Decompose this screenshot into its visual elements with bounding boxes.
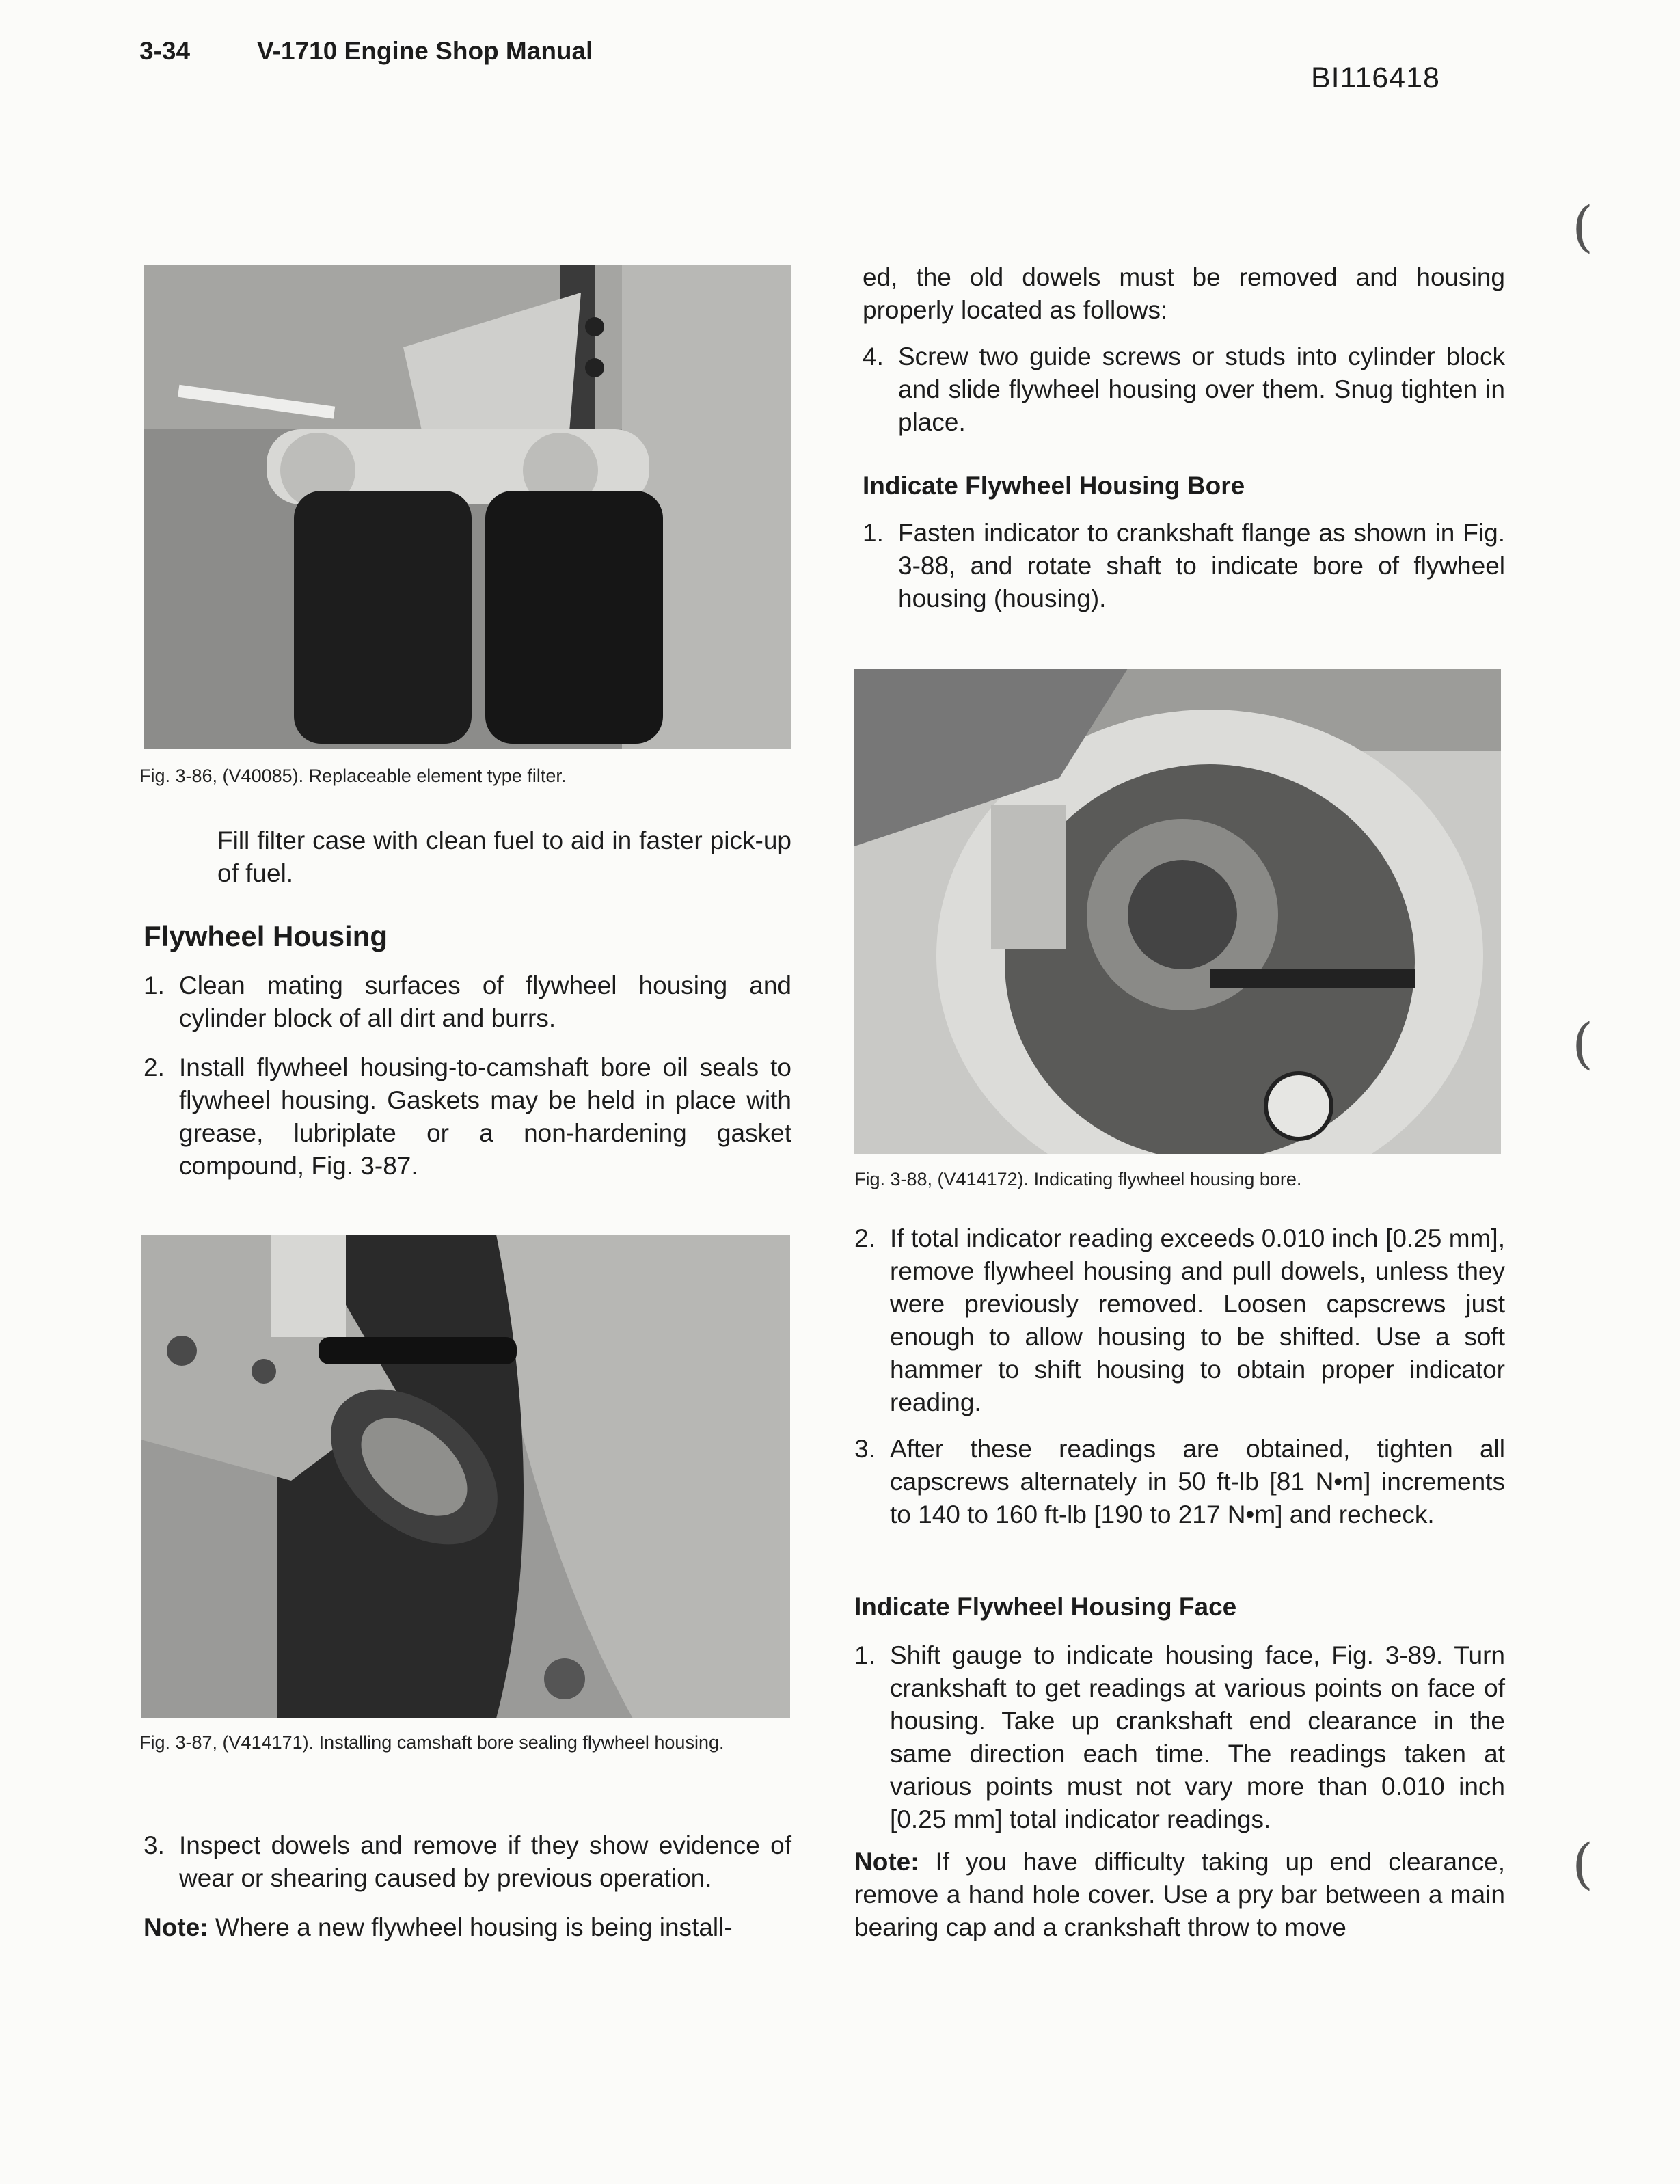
- housing-face-step-1: [854, 1639, 1505, 1836]
- list-item: 2. Install flywheel housing-to-camshaft bore oil seals to flywheel housing. Gaskets may be held in place with grease, lubriplate or a non-hardening gasket compound, Fig. 3-87.: [144, 1053, 791, 1180]
- page-number: 3-34: [139, 37, 191, 65]
- document-id: BI116418: [1311, 62, 1440, 94]
- housing-bore-step-1: [863, 517, 1505, 615]
- fig-3-87-caption: Fig. 3-87, (V414171). Installing camshaft bore sealing flywheel housing.: [139, 1732, 724, 1753]
- section-heading-flywheel-housing: Flywheel Housing: [144, 920, 388, 952]
- list-item: 1. Shift gauge to indicate housing face, Fig. 3-89. Turn crankshaft to get readings at various points on face of housing. Take up crankshaft end clearance in the same direction each time. The readings taken at various points must not vary more than 0.010 inch [0.25 mm] total indicator readings.: [854, 1641, 1505, 1833]
- fig-3-86-caption: Fig. 3-86, (V40085). Replaceable element type filter.: [139, 766, 567, 786]
- fig-3-86-photo: [144, 265, 791, 749]
- list-item: 1. Clean mating surfaces of flywheel housing and cylinder block of all dirt and burrs.: [144, 971, 791, 1032]
- margin-mark: (: [1572, 1012, 1594, 1075]
- fig-3-88-photo: [854, 669, 1501, 1154]
- note-end-clearance: Note: If you have difficulty taking up end clearance, remove a hand hole cover. Use a pry bar between a main bearing cap and a crankshaft throw to move: [854, 1848, 1505, 1941]
- fig-3-87-photo: [141, 1235, 790, 1718]
- flywheel-housing-steps: [144, 969, 791, 1183]
- margin-mark: (: [1572, 1832, 1594, 1896]
- fill-filter-paragraph: Fill filter case with clean fuel to aid in faster pick-up of fuel.: [217, 826, 791, 887]
- section-heading-housing-face: Indicate Flywheel Housing Face: [854, 1593, 1237, 1621]
- fig-3-88-caption: Fig. 3-88, (V414172). Indicating flywheel housing bore.: [854, 1169, 1302, 1189]
- list-item: 3. Inspect dowels and remove if they show evidence of wear or shearing caused by previous operation.: [144, 1831, 791, 1892]
- note-new-housing: Note: Where a new flywheel housing is being install-: [144, 1913, 733, 1941]
- list-item: 2. If total indicator reading exceeds 0.010 inch [0.25 mm], remove flywheel housing and pull dowels, unless they were previously removed. Loosen capscrews just enough to allow housing to be shifted. Use a soft hammer to shift housing to obtain proper indicator reading.: [854, 1224, 1505, 1416]
- section-heading-housing-bore: Indicate Flywheel Housing Bore: [863, 472, 1245, 500]
- manual-title: V-1710 Engine Shop Manual: [257, 37, 593, 65]
- housing-bore-steps: [854, 1222, 1505, 1531]
- continued-paragraph: ed, the old dowels must be removed and housing properly located as follows:: [863, 263, 1505, 324]
- list-item: 3. After these readings are obtained, tighten all capscrews alternately in 50 ft-lb [81 N•m] increments to 140 to 160 ft-lb [190 to 217 N•m] and recheck.: [854, 1435, 1505, 1528]
- list-item: 4. Screw two guide screws or studs into cylinder block and slide flywheel housing over them. Snug tighten in place.: [863, 342, 1505, 436]
- list-item: 1. Fasten indicator to crankshaft flange as shown in Fig. 3-88, and rotate shaft to indicate bore of flywheel housing (housing).: [863, 519, 1505, 612]
- margin-mark: (: [1572, 195, 1594, 258]
- guide-screws-step: [863, 340, 1505, 439]
- dowels-step: [144, 1829, 791, 1895]
